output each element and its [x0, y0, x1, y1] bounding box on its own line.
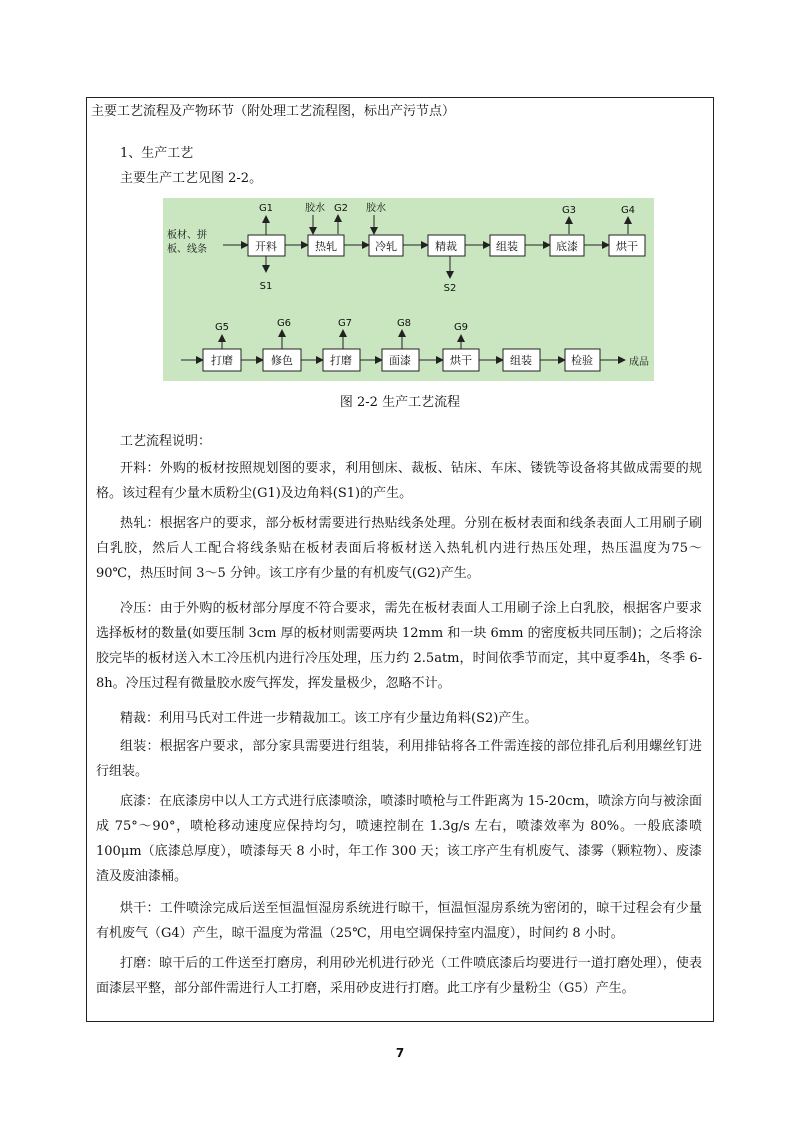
step-topcoat: 面漆 — [389, 354, 411, 367]
step-fine-cutting: 精裁 — [435, 240, 457, 253]
paragraph-drying: 烘干：工件喷涂完成后送至恒温恒湿房系统进行晾干，恒温恒湿房系统为密闭的，晾干过程会有少量有机废气（G4）产生，晾干温度为常温（25℃，用电空调保持室内温度），时间约 8 小时。 — [96, 901, 702, 941]
paragraph-sanding: 打磨：晾干后的工件送至打磨房，利用砂光机进行砂光（工件喷底漆后均要进行一道打磨处理），使表面漆层平整，部分部件需进行人工打磨，采用砂皮进行打磨。此工序有少量粉尘（G5）产生。 — [96, 956, 702, 996]
pollutant-g9: G9 — [453, 322, 469, 333]
paragraph-hot-rolling: 热轧：根据客户的要求，部分板材需要进行热贴线条处理。分别在板材表面和线条表面人工用刷子刷白乳胶，然后人工配合将线条贴在板材表面后将板材送入热轧机内进行热压处理，热压温度为75～90℃，热压时间 3～5 分钟。该工序有少量的有机废气(G2)产生。 — [96, 516, 702, 581]
step-cutting: 开料 — [255, 240, 277, 253]
step-primer: 底漆 — [556, 240, 578, 253]
input-label-line-1: 板材、拼 — [167, 230, 207, 241]
pollutant-s2: S2 — [443, 283, 457, 294]
step-sanding-1: 打磨 — [211, 354, 233, 367]
paragraph-cutting: 开料：外购的板材按照规划图的要求，利用刨床、裁板、钻床、车床、镂铣等设备将其做成需要的规格。该过程有少量木质粉尘(G1)及边角料(S1)的产生。 — [96, 461, 702, 501]
page-number: 7 — [395, 1046, 405, 1060]
section-heading: 1、生产工艺 — [120, 146, 194, 161]
pollutant-g4: G4 — [620, 205, 636, 216]
pollutant-glue-1: 胶水 — [305, 203, 325, 214]
section-header: 主要工艺流程及产物环节（附处理工艺流程图，标出产污节点） — [91, 104, 456, 119]
pollutant-s1: S1 — [259, 281, 273, 292]
input-label-line-2: 板、线条 — [167, 244, 207, 255]
output-label: 成品 — [629, 357, 649, 368]
pollutant-glue-2: 胶水 — [366, 203, 386, 214]
step-assembly-2: 组装 — [510, 354, 532, 367]
step-cold-rolling: 冷轧 — [375, 240, 397, 253]
pollutant-g8: G8 — [396, 318, 412, 329]
step-assembly-1: 组装 — [496, 240, 518, 253]
process-flow-diagram — [163, 198, 654, 381]
description-title: 工艺流程说明： — [120, 434, 212, 449]
pollutant-g1: G1 — [258, 203, 274, 214]
paragraph-primer: 底漆：在底漆房中以人工方式进行底漆喷涂，喷漆时喷枪与工件距离为 15-20cm，喷涂方向与被涂面成 75°～90°，喷枪移动速度应保持均匀，喷速控制在 1.3g/s 左右，喷漆效率为 80%。一般底漆喷 100μm（底漆总厚度），喷漆每天 8 小时，年工作 300 天；该工序产生有机废气、漆雾（颗粒物）、废漆渣及废油漆桶。 — [96, 794, 702, 884]
paragraph-assembly: 组装：根据客户要求，部分家具需要进行组装，利用排钻将各工件需连接的部位排孔后利用螺丝钉进行组装。 — [96, 739, 702, 779]
pollutant-g6: G6 — [276, 318, 292, 329]
step-drying-1: 烘干 — [616, 240, 638, 253]
pollutant-g2: G2 — [333, 203, 349, 214]
step-sanding-2: 打磨 — [330, 354, 352, 367]
step-inspection: 检验 — [571, 354, 593, 367]
step-drying-2: 烘干 — [450, 354, 472, 367]
pollutant-g3: G3 — [561, 205, 577, 216]
paragraph-fine-cutting: 精裁：利用马氏对工件进一步精裁加工。该工序有少量边角料(S2)产生。 — [120, 711, 538, 726]
pollutant-g5: G5 — [214, 322, 230, 333]
step-touch-up: 修色 — [271, 354, 293, 367]
paragraph-cold-pressing: 冷压：由于外购的板材部分厚度不符合要求，需先在板材表面人工用刷子涂上白乳胶，根据客户要求选择板材的数量(如要压制 3cm 厚的板材则需要两块 12mm 和一块 6mm 的密度板共同压制)；之后将涂胶完毕的板材送入木工冷压机内进行冷压处理，压力约 2.5atm，时间依季节而定，其中夏季4h，冬季 6-8h。冷压过程有微量胶水废气挥发，挥发量极少，忽略不计。 — [96, 601, 702, 691]
pollutant-g7: G7 — [337, 318, 353, 329]
section-intro: 主要生产工艺见图 2-2。 — [120, 171, 263, 186]
step-hot-rolling: 热轧 — [315, 240, 337, 253]
figure-caption: 图 2-2 生产工艺流程 — [339, 395, 461, 410]
